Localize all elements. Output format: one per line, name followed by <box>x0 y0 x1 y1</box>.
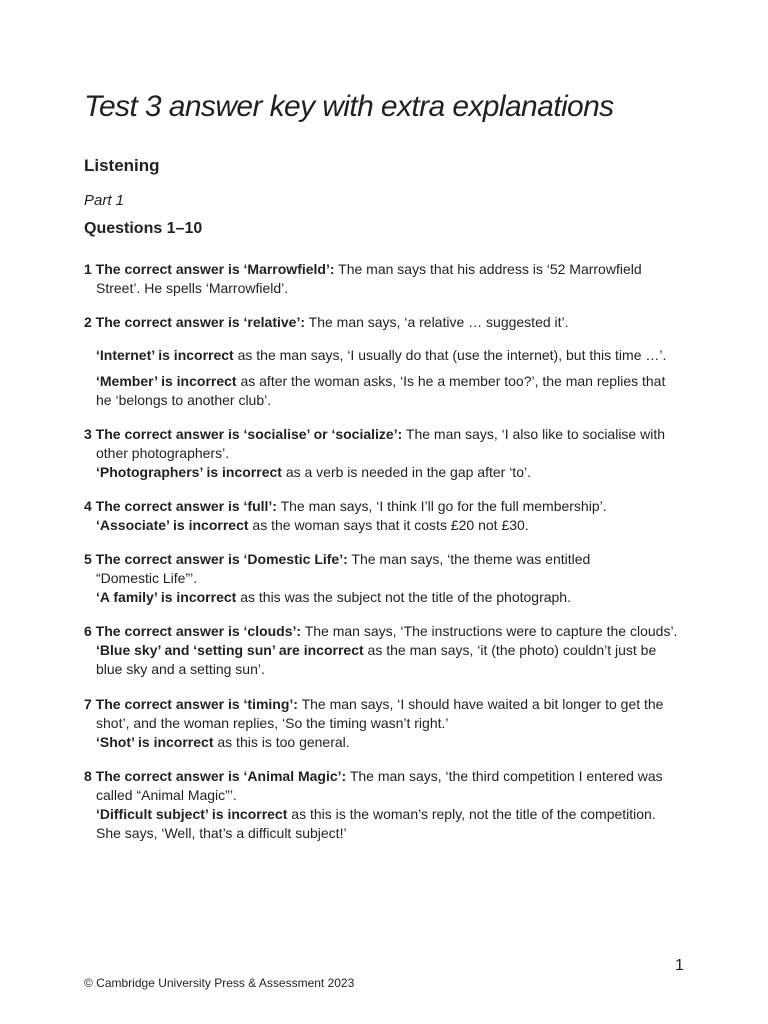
answer-explanation: The man says, ‘I also like to socialise with <box>402 426 666 442</box>
incorrect-statement: ‘Internet’ is incorrect <box>96 347 234 363</box>
answer-explanation: shot’, and the woman replies, ‘So the timing wasn’t right.’ <box>96 715 449 731</box>
answer-explanation: called “Animal Magic”’. <box>96 787 237 803</box>
incorrect-explanation: as the man says, ‘I usually do that (use the internet), but this time …’. <box>233 347 667 363</box>
answer-explanation: The man says, ‘I think I’ll go for the full membership’. <box>276 498 607 514</box>
answer-statement: 4 The correct answer is ‘full’: <box>84 498 277 514</box>
section-heading: Listening <box>84 156 160 175</box>
page-number: 1 <box>675 957 684 974</box>
answer-item-6 <box>84 622 684 679</box>
incorrect-statement: ‘Difficult subject’ is incorrect <box>96 806 288 822</box>
answer-item-2 <box>84 313 684 332</box>
answer-item-5 <box>84 550 684 607</box>
incorrect-line <box>84 463 684 482</box>
incorrect-explanation: blue sky and a setting sun’. <box>96 661 265 677</box>
answer-explanation: “Domestic Life”’. <box>96 570 198 586</box>
incorrect-statement: ‘Member’ is incorrect <box>96 373 237 389</box>
answer-line <box>84 425 684 444</box>
answer-line <box>84 260 684 279</box>
incorrect-option-internet <box>84 346 684 365</box>
incorrect-explanation: as the man says, ‘it (the photo) couldn’t just be <box>363 642 657 658</box>
incorrect-line <box>84 372 684 391</box>
incorrect-explanation: as this is too general. <box>213 734 350 750</box>
part-label: Part 1 <box>84 192 125 209</box>
incorrect-line <box>84 733 684 752</box>
incorrect-explanation: She says, ‘Well, that’s a difficult subject!’ <box>96 825 347 841</box>
answer-explanation: The man says, ‘a relative … suggested it’. <box>305 314 569 330</box>
answer-explanation: The man says, ‘The instructions were to capture the clouds’. <box>301 623 678 639</box>
answer-explanation: The man says, ‘I should have waited a bit longer to get the <box>297 696 664 712</box>
incorrect-line <box>84 588 684 607</box>
incorrect-explanation: as a verb is needed in the gap after ‘to’. <box>281 464 531 480</box>
answer-explanation: The man says that his address is ‘52 Marrowfield <box>334 261 642 277</box>
incorrect-statement: ‘Blue sky’ and ‘setting sun’ are incorrect <box>96 642 364 658</box>
answer-item-8 <box>84 767 684 843</box>
incorrect-line <box>84 346 684 365</box>
copyright-footer: © Cambridge University Press & Assessment 2023 <box>84 976 355 990</box>
incorrect-explanation: as the woman says that it costs £20 not £30. <box>248 517 529 533</box>
incorrect-statement: ‘A family’ is incorrect <box>96 589 237 605</box>
answer-explanation: Street’. He spells ‘Marrowfield’. <box>96 280 289 296</box>
answer-statement: 6 The correct answer is ‘clouds’: <box>84 623 302 639</box>
answer-line <box>84 313 684 332</box>
answer-statement: 1 The correct answer is ‘Marrowfield’: <box>84 261 335 277</box>
answer-line <box>84 550 684 569</box>
answer-explanation: other photographers’. <box>96 445 230 461</box>
answer-line <box>84 695 684 714</box>
answer-explanation: The man says, ‘the theme was entitled <box>347 551 591 567</box>
incorrect-statement: ‘Shot’ is incorrect <box>96 734 214 750</box>
answer-item-1 <box>84 260 684 298</box>
incorrect-line <box>84 516 684 535</box>
answer-line <box>84 767 684 786</box>
answer-statement: 2 The correct answer is ‘relative’: <box>84 314 305 330</box>
answer-statement: 7 The correct answer is ‘timing’: <box>84 696 298 712</box>
page-title: Test 3 answer key with extra explanations <box>84 90 614 123</box>
incorrect-explanation: as this was the subject not the title of the photograph. <box>236 589 571 605</box>
answer-statement: 3 The correct answer is ‘socialise’ or ‘socialize’: <box>84 426 403 442</box>
incorrect-line <box>84 641 684 660</box>
incorrect-explanation: as after the woman asks, ‘Is he a member too?’, the man replies that <box>236 373 666 389</box>
incorrect-line <box>84 805 684 824</box>
incorrect-explanation: as this is the woman’s reply, not the title of the competition. <box>287 806 656 822</box>
answer-line <box>84 497 684 516</box>
incorrect-explanation: he ‘belongs to another club’. <box>96 392 272 408</box>
answer-item-4 <box>84 497 684 535</box>
answer-statement: 5 The correct answer is ‘Domestic Life’: <box>84 551 348 567</box>
answer-item-3 <box>84 425 684 482</box>
answer-line <box>84 622 684 641</box>
incorrect-option-member <box>84 372 684 410</box>
answer-explanation: The man says, ‘the third competition I entered was <box>346 768 663 784</box>
incorrect-statement: ‘Photographers’ is incorrect <box>96 464 282 480</box>
incorrect-statement: ‘Associate’ is incorrect <box>96 517 249 533</box>
answer-statement: 8 The correct answer is ‘Animal Magic’: <box>84 768 347 784</box>
questions-heading: Questions 1–10 <box>84 220 203 237</box>
answer-item-7 <box>84 695 684 752</box>
